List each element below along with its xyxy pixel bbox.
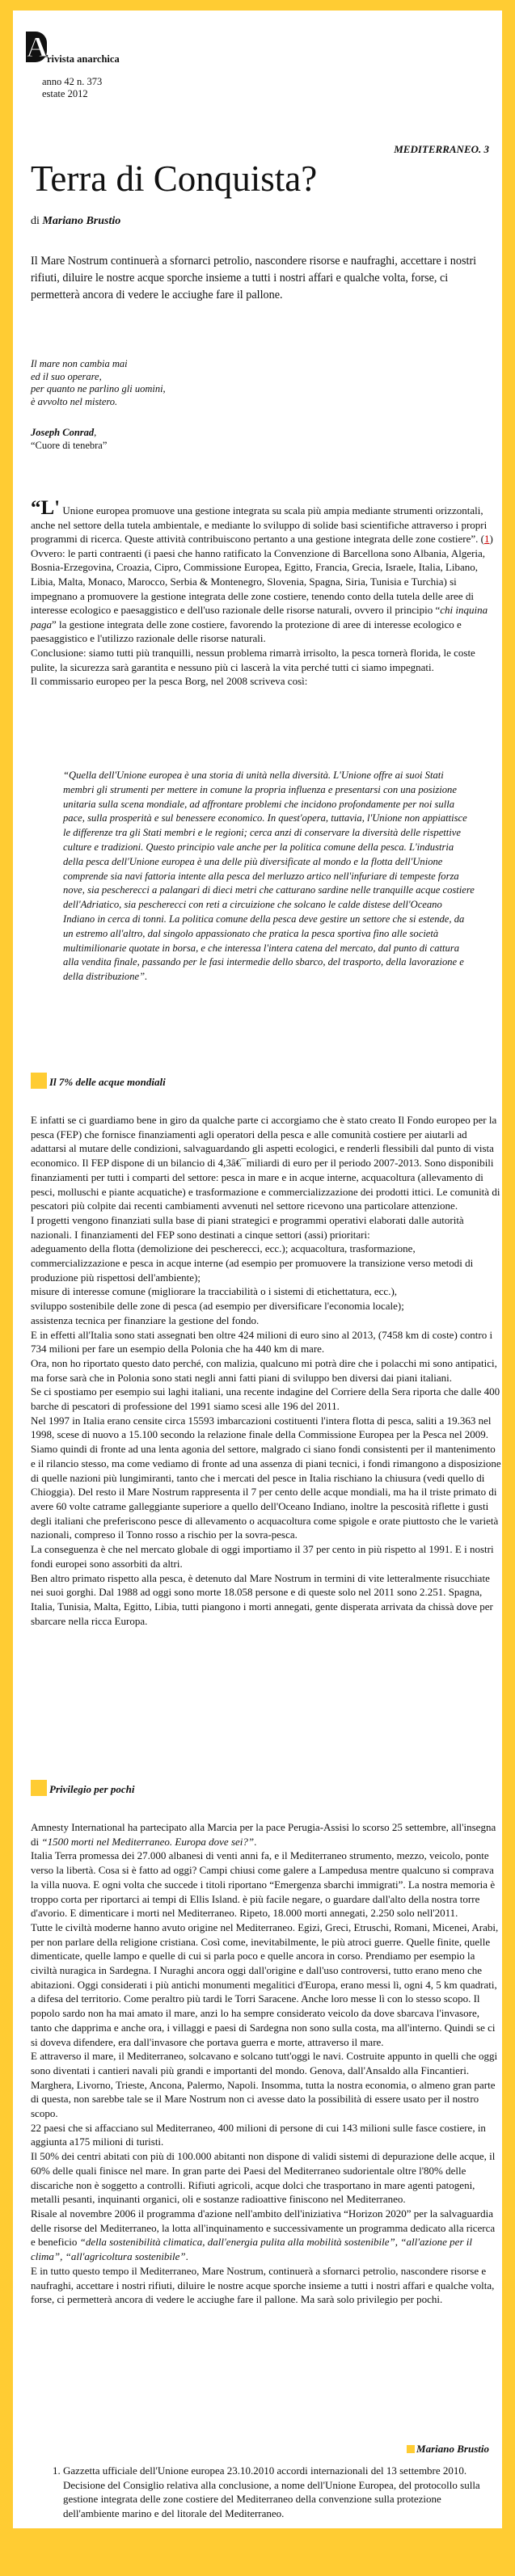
author-signature: Mariano Brustio xyxy=(407,2443,489,2456)
paragraph: E in effetti all'Italia sono stati assegnati ben oltre 424 milioni di euro sino al 2013, (7458 km di coste) contro i 734 milioni per fare un esempio della Polonia che ha 440 km di mare. xyxy=(31,1328,493,1355)
yellow-square-icon xyxy=(31,1780,47,1796)
paragraph: Italia Terra promessa dei 27.000 albanesi di venti anni fa, e il Mediterraneo strumento, mezzo, veicolo, ponte verso la libertà. Cosa si è fatto ad oggi? Campi chiusi come galere a Lampedusa mentre qualcuno si comprava la villa nuova. E ogni volta che succede i titoli riportano “Emergenza sbarchi immigrati”. La nostra memoria è troppo corta per riportarci ai tempi di Ellis Island. è più facile negare, o guardare dall'alto della nostra torre d'avorio. E dimenticare i morti nel Mediterraneo. Ripeto, 18.000 morti annegati, 2.250 solo nell'2011. xyxy=(31,1849,496,1920)
epigraph-attribution: Joseph Conrad, “Cuore di tenebra” xyxy=(31,427,108,451)
byline xyxy=(31,215,120,228)
paragraph: “L' Unione europea promuove una gestione integrata su scala più ampia mediante strumenti orizzontali, anche nel settore della tutela ambientale, e mediante lo sviluppo di solide basi scientifiche attraverso i propri programmi di ricerca. Queste attività contribuiscono pertanto a una gestione integrata delle zone costiere”. (1) xyxy=(31,497,493,546)
article-page xyxy=(13,11,502,2528)
paragraph: Amnesty International ha partecipato alla Marcia per la pace Perugia-Assisi lo scorso 25 settembre, all'insegna di “1500 morti nel Mediterraneo. Europa dove sei?”. xyxy=(31,1821,496,1848)
blockquote-borg: “Quella dell'Unione europea è una storia di unità nella diversità. L'Unione offre ai suoi Stati membri gli strumenti per mettere in comune la propria influenza e presentarsi con una posizione unitaria sulla scena mondiale, ad affrontare problemi che incidono profondamente per noi sulla pace, sulla prosperità e sul benessere economico. In quest'opera, tuttavia, l'Unione non appiattisce le differenze tra gli Stati membri e le regioni; cerca anzi di conservare la diversità delle rispettive culture e tradizioni. Questo principio vale anche per la politica comune della pesca. L'industria della pesca dell'Unione europea è una delle più diversificate al mondo e la flotta dell'Unione comprende sia navi fattoria intente alla pesca del merluzzo artico nell'infuriare di tempeste forza nove, sia pescherecci a palangari di dieci metri che catturano sardine nelle tranquille acque costiere dell'Adriatico, sia pescherecci con reti a circuizione che solcano le calde distese dell'Oceano Indiano in cerca di tonni. La politica comune della pesca deve gestire un settore che si estende, da un estremo all'altro, dal singolo appassionato che pratica la pesca sportiva fino alle società multimilionarie quotate in borsa, e che interessa l'intera catena del mercato, dal punto di cattura alla vendita finale, passando per le fasi intermedie dello sbarco, del trasporto, della lavorazione e della distribuzione”. xyxy=(63,769,475,983)
paragraph: Ora, non ho riportato questo dato perché, con malizia, qualcuno mi potrà dire che i polacchi mi sono antipatici, ma forse sarà che in Polonia sono stati negli anni fatti piani di sviluppo ben diversi dai piani italiani. xyxy=(31,1356,497,1384)
paragraph: adeguamento della flotta (demolizione dei pescherecci, ecc.); acquacoltura, trasformazione, commercializzazione e pesca in acque interne (ad esempio per promuovere la transizione verso metodi di produzione più rispettosi dell'ambiente); xyxy=(31,1242,474,1284)
epigraph-line: Il mare non cambia mai xyxy=(31,358,128,369)
paragraph: E in tutto questo tempo il Mediterraneo, Mare Nostrum, continuerà a sfornarci petrolio, nascondere risorse e naufraghi, accettare i nostri rifiuti, diluire le nostre acque sporche insieme a tutti i nostri affari e qualche volta, forse, ci permetterà ancora di vedere le acciughe fare il pallone. Ma sarà solo privilegio per pochi. xyxy=(31,2264,495,2306)
intro-paragraph: Il Mare Nostrum continuerà a sfornarci petrolio, nascondere risorse e naufraghi, accettare i nostri rifiuti, diluire le nostre acque sporche insieme a tutti i nostri affari e qualche volta, forse, ci permetterà ancora di vedere le acciughe fare il pallone. xyxy=(31,255,477,301)
epigraph-line: per quanto ne parlino gli uomini, xyxy=(31,383,166,394)
paragraph: misure di interesse comune (migliorare la tracciabilità o i sistemi di etichettatura, ecc.), xyxy=(31,1285,398,1298)
footnote-link-1[interactable]: 1 xyxy=(483,533,490,546)
footnotes-list xyxy=(31,2464,496,2520)
section-tag: MEDITERRANEO. 3 xyxy=(394,143,489,155)
article-title: Terra di Conquista? xyxy=(31,158,318,199)
paragraph: E attraverso il mare, il Mediterraneo, solcavano e solcano tutt'oggi le navi. Costruite appunto in quelli che oggi sono diventati i cantieri navali più grandi e importanti del mondo. Genova, dall'Ansaldo alla Fincantieri. Marghera, Livorno, Trieste, Ancona, Palermo, Napoli. Insomma, tutta la nostra economia, o almeno gran parte di questa, non sarebbe tale se il Mare Nostrum non ci avesse dato la possibilità di essere usato per il nostro scopo. xyxy=(31,2050,498,2120)
paragraph: I progetti vengono finanziati sulla base di piani strategici e programmi operativi elaborati dalle autorità nazionali. I finanziamenti del FEP sono destinati a cinque settori (assi) prioritari: xyxy=(31,1213,464,1241)
paragraph: Nel 1997 in Italia erano censite circa 15593 imbarcazioni costituenti l'intera flotta di pesca, saliti a 19.363 nel 1998, scese di nuovo a 15.100 secondo la relazione finale della Commissione Europea per la Pesca nel 2009. Siamo quindi di fronte ad una lenta agonia del settore, malgrado ci siano fondi consistenti per il mantenimento e il rilancio stesso, ma come vediamo di fronte ad una assenza di piani tecnici, i fondi rimangono a disposizione di quelle nazioni più lungimiranti, tanto che i mercati del pesce in Italia rischiano la chiusura (vedi quello di Chioggia). Del resto il Mare Nostrum rappresenta il 7 per cento delle acque mondiali, ma ha il triste primato di avere 60 volte catrame galleggiante superiore a quello dell'Oceano Indiano, inoltre la pescosità riflette i gusti degli italiani che preferiscono pesce di allevamento o acquacoltura come spigole e orate piuttosto che le varietà nazionali, compreso il Tonno rosso a rischio per la sovra-pesca. xyxy=(31,1414,501,1541)
issue-number: anno 42 n. 373 xyxy=(42,76,103,87)
epigraph-line: è avvolto nel mistero. xyxy=(31,395,118,407)
section-heading-privilegio: Privilegio per pochi xyxy=(31,1780,134,1796)
paragraph: Se ci spostiamo per esempio sui laghi italiani, una recente indagine del Corriere della Sera riporta che dalle 400 barche di pescatori di professione del 1991 siamo scesi alle 196 del 2011. xyxy=(31,1385,500,1413)
byline-author: Mariano Brustio xyxy=(42,215,121,227)
paragraph: Ben altro primato rispetto alla pesca, è detenuto dal Mare Nostrum in termini di vite letteralmente risucchiate nei suoi gorghi. Dal 1988 ad oggi sono morte 18.058 persone e di queste solo nel 2011 sono 2.251. Spagna, Italia, Tunisia, Malta, Egitto, Libia, tutti piangono i morti annegati, gente disperata arrivata da chissà dove per sbarcare nella ricca Europa. xyxy=(31,1571,493,1627)
paragraph: E infatti se ci guardiamo bene in giro da qualche parte ci accorgiamo che è stato creato Il Fondo europeo per la pesca (FEP) che fornisce finanziamenti agli operatori della pesca e alle comunità costiere per aiutarli ad adattarsi al mutare delle condizioni, salvaguardando gli aspetti ecologici, e renderli flessibili dal punto di vista economico. Il FEP dispone di un bilancio di 4,3â€¯miliardi di euro per il periodo 2007-2013. Sono disponibili finanziamenti per tutti i comparti del settore: pesca in mare e in acque interne, acquacoltura (allevamento di pesci, molluschi e piante acquatiche) e trasformazione e commercializzazione dei prodotti ittici. Le comunità di pescatori più colpite dai recenti cambiamenti avvenuti nel settore ricevono una particolare attenzione. xyxy=(31,1114,500,1212)
drop-cap: “L' xyxy=(31,497,61,519)
issue-season: estate 2012 xyxy=(42,88,88,99)
paragraph: La conseguenza è che nel mercato globale di oggi importiamo il 37 per cento in più rispetto al 1991. E i nostri fondi europei sono assorbiti da altri. xyxy=(31,1543,494,1570)
footnote-1: 1. Gazzetta ufficiale dell'Unione europea 23.10.2010 accordi internazionali del 13 settembre 2010. Decisione del Consiglio relativa alla conclusione, a nome dell'Unione Europea, del protocollo sulla gestione integrata delle zone costiere del Mediterraneo della convenzione sulla protezione dell'ambiente marino e del litorale del Mediterraneo. xyxy=(63,2464,496,2520)
magazine-logo-icon: A xyxy=(27,31,48,63)
epigraph xyxy=(31,358,166,408)
paragraph: Ovvero: le parti contraenti (i paesi che hanno ratificato la Convenzione di Barcellona sono Albania, Algeria, Bosnia-Erzegovina, Croazia, Cipro, Commissione Europea, Egitto, Francia, Grecia, Israele, Italia, Libano, Libia, Malta, Monaco, Marocco, Serbia & Montenegro, Slovenia, Spagna, Siria, Tunisia e Turchia) si impegnano a promuovere la gestione integrata delle zone costiere, tenendo conto della tutela delle aree di interesse ecologico e paesaggistico e dell'uso razionale delle risorse naturali, ovvero il principio “chi inquina paga” la gestione integrata delle zone costiere, favorendo la protezione di aree di interesse ecologico e paesaggistico e l'utilizzo razionale delle risorse naturali. xyxy=(31,546,488,645)
epigraph-work: “Cuore di tenebra” xyxy=(31,439,108,451)
yellow-square-icon xyxy=(407,2445,415,2453)
paragraph: sviluppo sostenibile delle zone di pesca (ad esempio per diversificare l'economia locale); xyxy=(31,1300,404,1313)
issue-info xyxy=(42,76,102,100)
epigraph-line: ed il suo operare, xyxy=(31,370,102,382)
yellow-square-icon xyxy=(31,1073,47,1089)
body-section-2 xyxy=(31,1820,501,2307)
section-heading-7-percent: Il 7% delle acque mondiali xyxy=(31,1073,166,1089)
paragraph: 22 paesi che si affacciano sul Mediterraneo, 400 milioni di persone di cui 143 milioni sulle fasce costiere, in aggiunta a175 milioni di turisti. xyxy=(31,2121,486,2148)
paragraph: Il 50% dei centri abitati con più di 100.000 abitanti non dispone di validi sistemi di depurazione delle acque, il 60% delle quali finisce nel mare. In gran parte dei Paesi del Mediterraneo sudorientale oltre l'80% delle discariche non è soggetto a controlli. Rifiuti agricoli, acque dolci che trasportano in mare agenti patogeni, metalli pesanti, inquinanti organici, oli e sostanze radioattive finiscono nel Mediterraneo. xyxy=(31,2150,496,2206)
body-section-1 xyxy=(31,1113,501,1628)
magazine-name: rivista anarchica xyxy=(47,53,120,65)
paragraph: Il commissario europeo per la pesca Borg, nel 2008 scriveva così: xyxy=(31,675,308,688)
epigraph-author: Joseph Conrad xyxy=(31,427,95,438)
paragraph: Tutte le civiltà moderne hanno avuto origine nel Mediterraneo. Egizi, Greci, Etruschi, Romani, Micenei, Arabi, per non parlare della religione cristiana. Così come, inevitabilmente, le più atroci guerre. Quelle finite, quelle dimenticate, quelle lampo e quelle di cui si parla poco e quelle ancora in corso. Prendiamo per esempio la civiltà nuragica in Sardegna. I Nuraghi ancora oggi dall'origine e dall'uso controversi, tutto erano meno che abitazioni. Oggi considerati i più antichi monumenti megalitici d'Europa, erano messi lì, ogni 4, 5 km quadrati, a difesa del territorio. Come peraltro più tardi le Torri Saracene. Anche loro messe lì con lo stesso scopo. Il popolo sardo non ha mai amato il mare, anzi lo ha sempre considerato veicolo da dove sbarcava l'invasore, tanto che dapprima e anche ora, i villaggi e paesi di Sardegna non sono sulla costa, ma all'interno. Quindi se ci si doveva difendere, era dall'invasore che portava guerra e morte, attraverso il mare. xyxy=(31,1920,499,2048)
paragraph: Risale al novembre 2006 il programma d'azione nell'ambito dell'iniziativa “Horizon 2020” per la salvaguardia delle risorse del Mediterraneo, la lotta all'inquinamento e successivamente un programma dedicato alla ricerca e beneficio “della sostenibilità climatica, dall'energia pulita alla mobilità sostenibile”, “all'azione per il clima”, “all'agricoltura sostenibile”. xyxy=(31,2207,496,2263)
paragraph: assistenza tecnica per finanziare la gestione del fondo. xyxy=(31,1313,260,1326)
paragraph: Conclusione: siamo tutti più tranquilli, nessun problema rimarrà irrisolto, la pesca tornerà florida, le coste pulite, la sicurezza sarà garantita e nessuno più ci lascerà la vita perché tutti ci siamo impegnati. xyxy=(31,646,475,673)
body-section-intro xyxy=(31,497,496,689)
byline-prefix: di xyxy=(31,215,40,227)
